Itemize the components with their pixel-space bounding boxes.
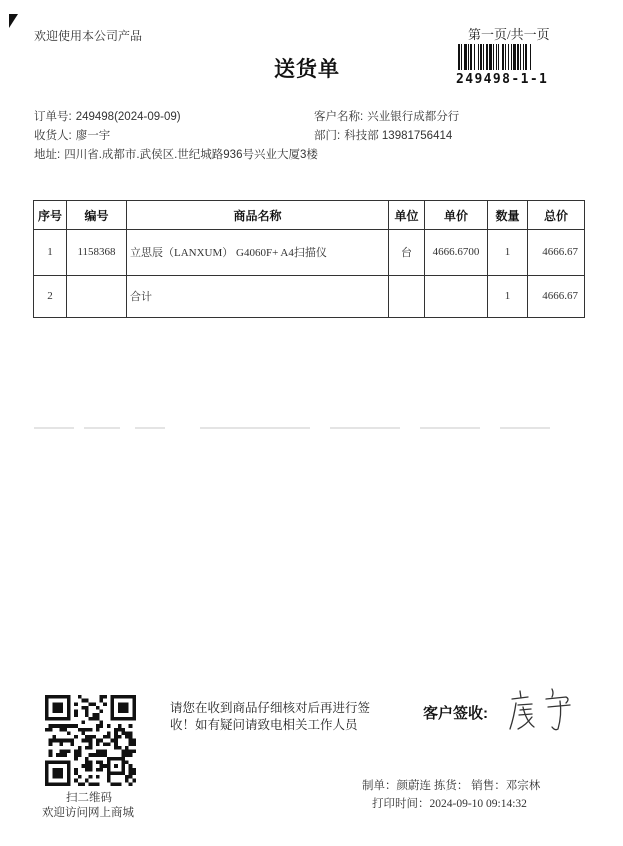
order-number-label: 订单号: [34, 111, 72, 123]
department-line [314, 127, 452, 143]
welcome-text: 欢迎使用本公司产品 [34, 29, 143, 43]
cell-seq: 2 [34, 275, 67, 317]
barcode-number: 249498-1-1 [456, 72, 549, 87]
cell-seq: 1 [34, 229, 67, 275]
notice-line: 收！如有疑问请致电相关工作人员 [170, 718, 358, 732]
receiver-name: 廖一宇 [75, 130, 111, 142]
corner-mark [9, 14, 18, 28]
handwritten-signature [508, 685, 580, 733]
cell-total: 4666.67 [542, 246, 578, 258]
cell-price [425, 275, 488, 317]
department-label: 部门: [314, 130, 341, 142]
barcode [458, 44, 568, 70]
cell-qty: 1 [488, 229, 528, 275]
table-row [34, 229, 584, 276]
department: 科技部 13981756414 [344, 130, 453, 142]
cell-name: 合计 [127, 275, 389, 317]
notice-text [170, 700, 392, 734]
header-name: 商品名称 [127, 201, 389, 229]
cell-code [67, 275, 127, 317]
page-indicator: 第一页/共一页 [468, 27, 550, 42]
print-time: 打印时间：2024-09-10 09:14:32 [372, 798, 527, 810]
customer-label: 客户名称: [314, 111, 364, 123]
scan-artifact [135, 427, 165, 429]
cell-unit [389, 275, 425, 317]
header-code: 编号 [67, 201, 127, 229]
customer-sign-label: 客户签收: [423, 705, 488, 722]
qr-caption: 扫二维码 [66, 792, 112, 804]
scan-artifact [330, 427, 400, 429]
table-row [34, 275, 584, 317]
document-title: 送货单 [274, 58, 340, 81]
order-number-line [34, 108, 181, 124]
goods-table [33, 200, 585, 318]
cell-code: 1158368 [67, 229, 127, 275]
header-qty: 数量 [488, 201, 528, 229]
cell-unit: 台 [389, 229, 425, 275]
header-price: 单价 [425, 201, 488, 229]
scan-artifact [500, 427, 550, 429]
cell-qty: 1 [488, 275, 528, 317]
header-seq: 序号 [34, 201, 67, 229]
customer-line [314, 108, 459, 124]
scan-artifact [84, 427, 120, 429]
address-label: 地址: [34, 149, 61, 161]
scan-artifact [420, 427, 480, 429]
cell-name: 立思辰（LANXUM） G4060F+ A4扫描仪 [127, 229, 389, 275]
cell-price: 4666.6700 [425, 229, 488, 275]
address-line [34, 146, 318, 162]
maker-line: 制单：颜蔚连 拣货： 销售：邓宗林 [362, 780, 541, 792]
qr-caption-mall: 欢迎访问网上商城 [42, 807, 134, 819]
table-header-row [34, 201, 584, 230]
scan-artifact [34, 427, 74, 429]
scan-artifact [200, 427, 310, 429]
receiver-line [34, 127, 110, 143]
notice-line: 请您在收到商品仔细核对后再进行签 [170, 701, 371, 715]
address: 四川省.成都市.武侯区.世纪城路936号兴业大厦3楼 [64, 149, 318, 161]
qr-code-icon [45, 695, 136, 786]
customer-name: 兴业银行成都分行 [367, 111, 460, 123]
order-number: 249498(2024-09-09) [75, 111, 181, 123]
header-unit: 单位 [389, 201, 425, 229]
header-total: 总价 [543, 208, 568, 223]
cell-total: 4666.67 [542, 290, 578, 302]
receiver-label: 收货人: [34, 130, 72, 142]
